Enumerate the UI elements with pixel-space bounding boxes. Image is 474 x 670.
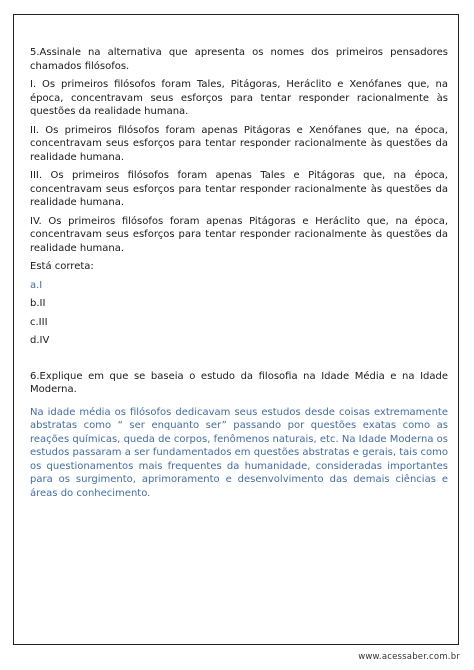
footer-url: www.acessaber.com.br [358,652,460,662]
question-6-answer: Na idade média os filósofos dedicavam seus estudos desde coisas extremamente abstratas como “ ser enquanto ser” passando por questões exatas como as reações químicas, queda de corpos, fenômenos naturais, etc. Na Idade Moderna os estudos passaram a ser fundamentados em questões abstratas e gerais, tais como os questionamentos mais frequentes da humanidade, consideradas importantes para os surgimento, aprimoramento e desenvolvimento das demais ciências e áreas do conhecimento. [30,406,448,499]
statement-ii: II. Os primeiros filósofos foram apenas Pitágoras e Xenófanes que, na época, concentravam seus esforços para tentar responder racionalmente às questões da realidade humana. [30,124,448,163]
option-b: b.II [30,298,46,309]
section-gap [30,353,448,370]
option-c: c.III [30,316,48,328]
correct-lead: Está correta: [30,261,94,272]
question-6-prompt: 6.Explique em que se baseia o estudo da filosofia na Idade Média e na Idade Moderna. [30,370,448,395]
option-d: d.IV [30,335,50,346]
statement-i: I. Os primeiros filósofos foram Tales, Pitágoras, Heráclito e Xenófanes que, na época, concentravam seus esforços para tentar responder racionalmente às questões da realidade humana. [30,79,448,117]
statement-iv: IV. Os primeiros filósofos foram apenas Pitágoras e Heráclito que, na época, concentravam seus esforços para tentar responder racionalmente às questões da realidade humana. [30,215,448,254]
question-5-prompt: 5.Assinale na alternativa que apresenta os nomes dos primeiros pensadores chamados filósofos. [30,47,448,72]
statement-iii: III. Os primeiros filósofos foram apenas Tales e Pitágoras que, na época, concentravam seus esforços para tentar responder racionalmente às questões da realidade humana. [30,170,448,208]
worksheet-content [30,46,448,500]
option-a: a.I [30,279,43,291]
